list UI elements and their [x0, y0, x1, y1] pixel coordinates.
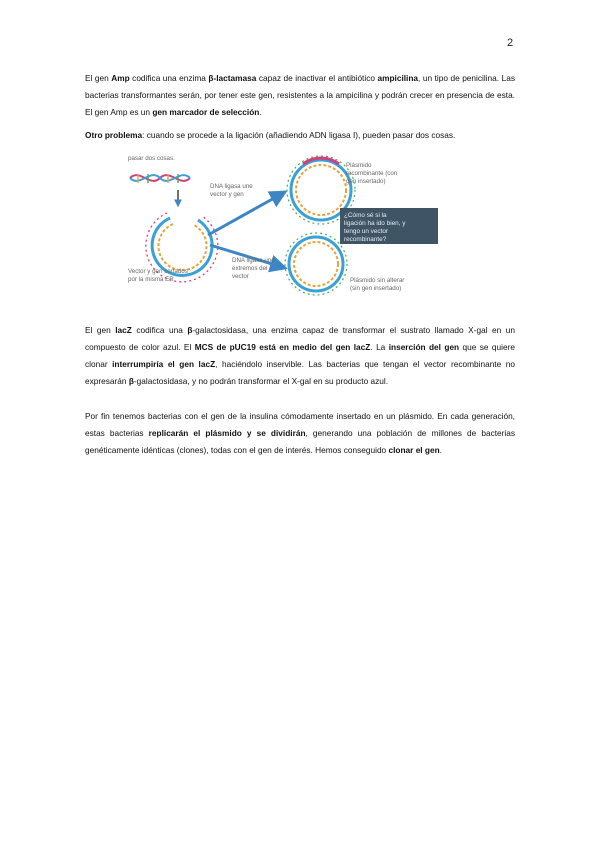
- bold-text: lacZ: [115, 325, 132, 335]
- bold-text: β: [128, 376, 134, 386]
- question-box-line4: recombinante?: [344, 236, 387, 243]
- upper-right-caption-1: Plásmido: [346, 162, 372, 169]
- text: , generando una población de millones de bacterias genéticamente idénticas (clones), todas con el gen de interés. Hemos conseguido: [85, 428, 515, 455]
- bold-text: Amp: [111, 73, 130, 83]
- paragraph-clonar: [85, 408, 515, 459]
- ligation-figure: [118, 150, 440, 300]
- text: codifica una: [131, 325, 188, 335]
- ligation-diagram: [118, 150, 440, 300]
- arrow-upper-label-2: vector y gen: [210, 191, 244, 198]
- paragraph-lacz-gene: [85, 322, 515, 390]
- bold-text: β-lactamasa: [208, 73, 257, 83]
- arrow-lower-label-2: extremos del: [232, 265, 268, 272]
- text: -galactosidasa, y no podrán transformar el X-gal en su producto azul.: [133, 376, 389, 386]
- text: .: [439, 445, 442, 455]
- question-box-line2: ligación ha ido bien, y: [344, 220, 406, 227]
- unaltered-plasmid: [285, 233, 347, 295]
- bold-text: replicarán el plásmido y se dividirán: [148, 428, 306, 438]
- left-caption-line2: por la misma ER: [128, 276, 174, 283]
- text: , haciéndolo inservible. Las bacterias que tengan el vector recombinante no expresarán: [85, 359, 515, 386]
- arrow-lower-label-1: DNA ligasa une: [232, 257, 275, 264]
- paragraph-otro-problema: [85, 127, 515, 144]
- upper-right-caption-3: gen insertado): [346, 178, 386, 185]
- bold-text: ampicilina: [377, 73, 419, 83]
- arrow-lower-label-3: vector: [232, 273, 249, 280]
- lower-right-caption-2: (sin gen insertado): [350, 285, 402, 292]
- gene-fragment: [130, 174, 190, 183]
- bold-text: β: [187, 325, 193, 335]
- figure-top-label: pasar dos cosas.: [128, 155, 175, 162]
- lower-right-caption-1: Plásmido sin alterar: [350, 277, 405, 284]
- text: Por fin tenemos bacterias con el gen de la insulina cómodamente insertado en un plásmido. En cada generación, estas bacterias: [85, 411, 515, 438]
- text: El gen: [85, 325, 116, 335]
- bold-text: MCS de pUC19 está en medio del gen lacZ: [194, 342, 371, 352]
- bold-text: interrumpiría el gen lacZ: [112, 359, 216, 369]
- text: El gen: [85, 73, 112, 83]
- bold-text: gen marcador de selección: [152, 107, 260, 117]
- question-box-line3: tengo un vector: [344, 228, 389, 235]
- text: . La: [370, 342, 389, 352]
- arrow-upper: [208, 192, 285, 235]
- left-caption-line1: Vector y gen cortados: [128, 268, 188, 275]
- text: .: [259, 107, 262, 117]
- paragraph-amp-gene: [85, 70, 515, 121]
- text: : cuando se procede a la ligación (añadiendo ADN ligasa I), pueden pasar dos cosas.: [142, 130, 456, 140]
- text: -galactosidasa, una enzima capaz de transformar el sustrato llamado X-gal en un compuesto de color azul. El: [85, 325, 516, 352]
- upper-right-caption-2: recombinante (con: [346, 170, 398, 177]
- bold-text: clonar el gen: [388, 445, 440, 455]
- text: codifica una enzima: [129, 73, 209, 83]
- page-number: 2: [507, 37, 514, 49]
- text: capaz de inactivar el antibiótico: [256, 73, 378, 83]
- text: que se quiere clonar: [85, 342, 515, 369]
- bold-text: Otro problema: [85, 130, 143, 140]
- arrow-upper-label-1: DNA ligasa une: [210, 183, 253, 190]
- bold-text: inserción del gen: [388, 342, 460, 352]
- text: , un tipo de penicilina. Las bacterias transformantes serán, por tener este gen, resistentes a la ampicilina y podrán crecer en presencia de esta. El gen Amp es un: [85, 73, 515, 117]
- question-box-line1: ¿Cómo sé si la: [344, 212, 387, 219]
